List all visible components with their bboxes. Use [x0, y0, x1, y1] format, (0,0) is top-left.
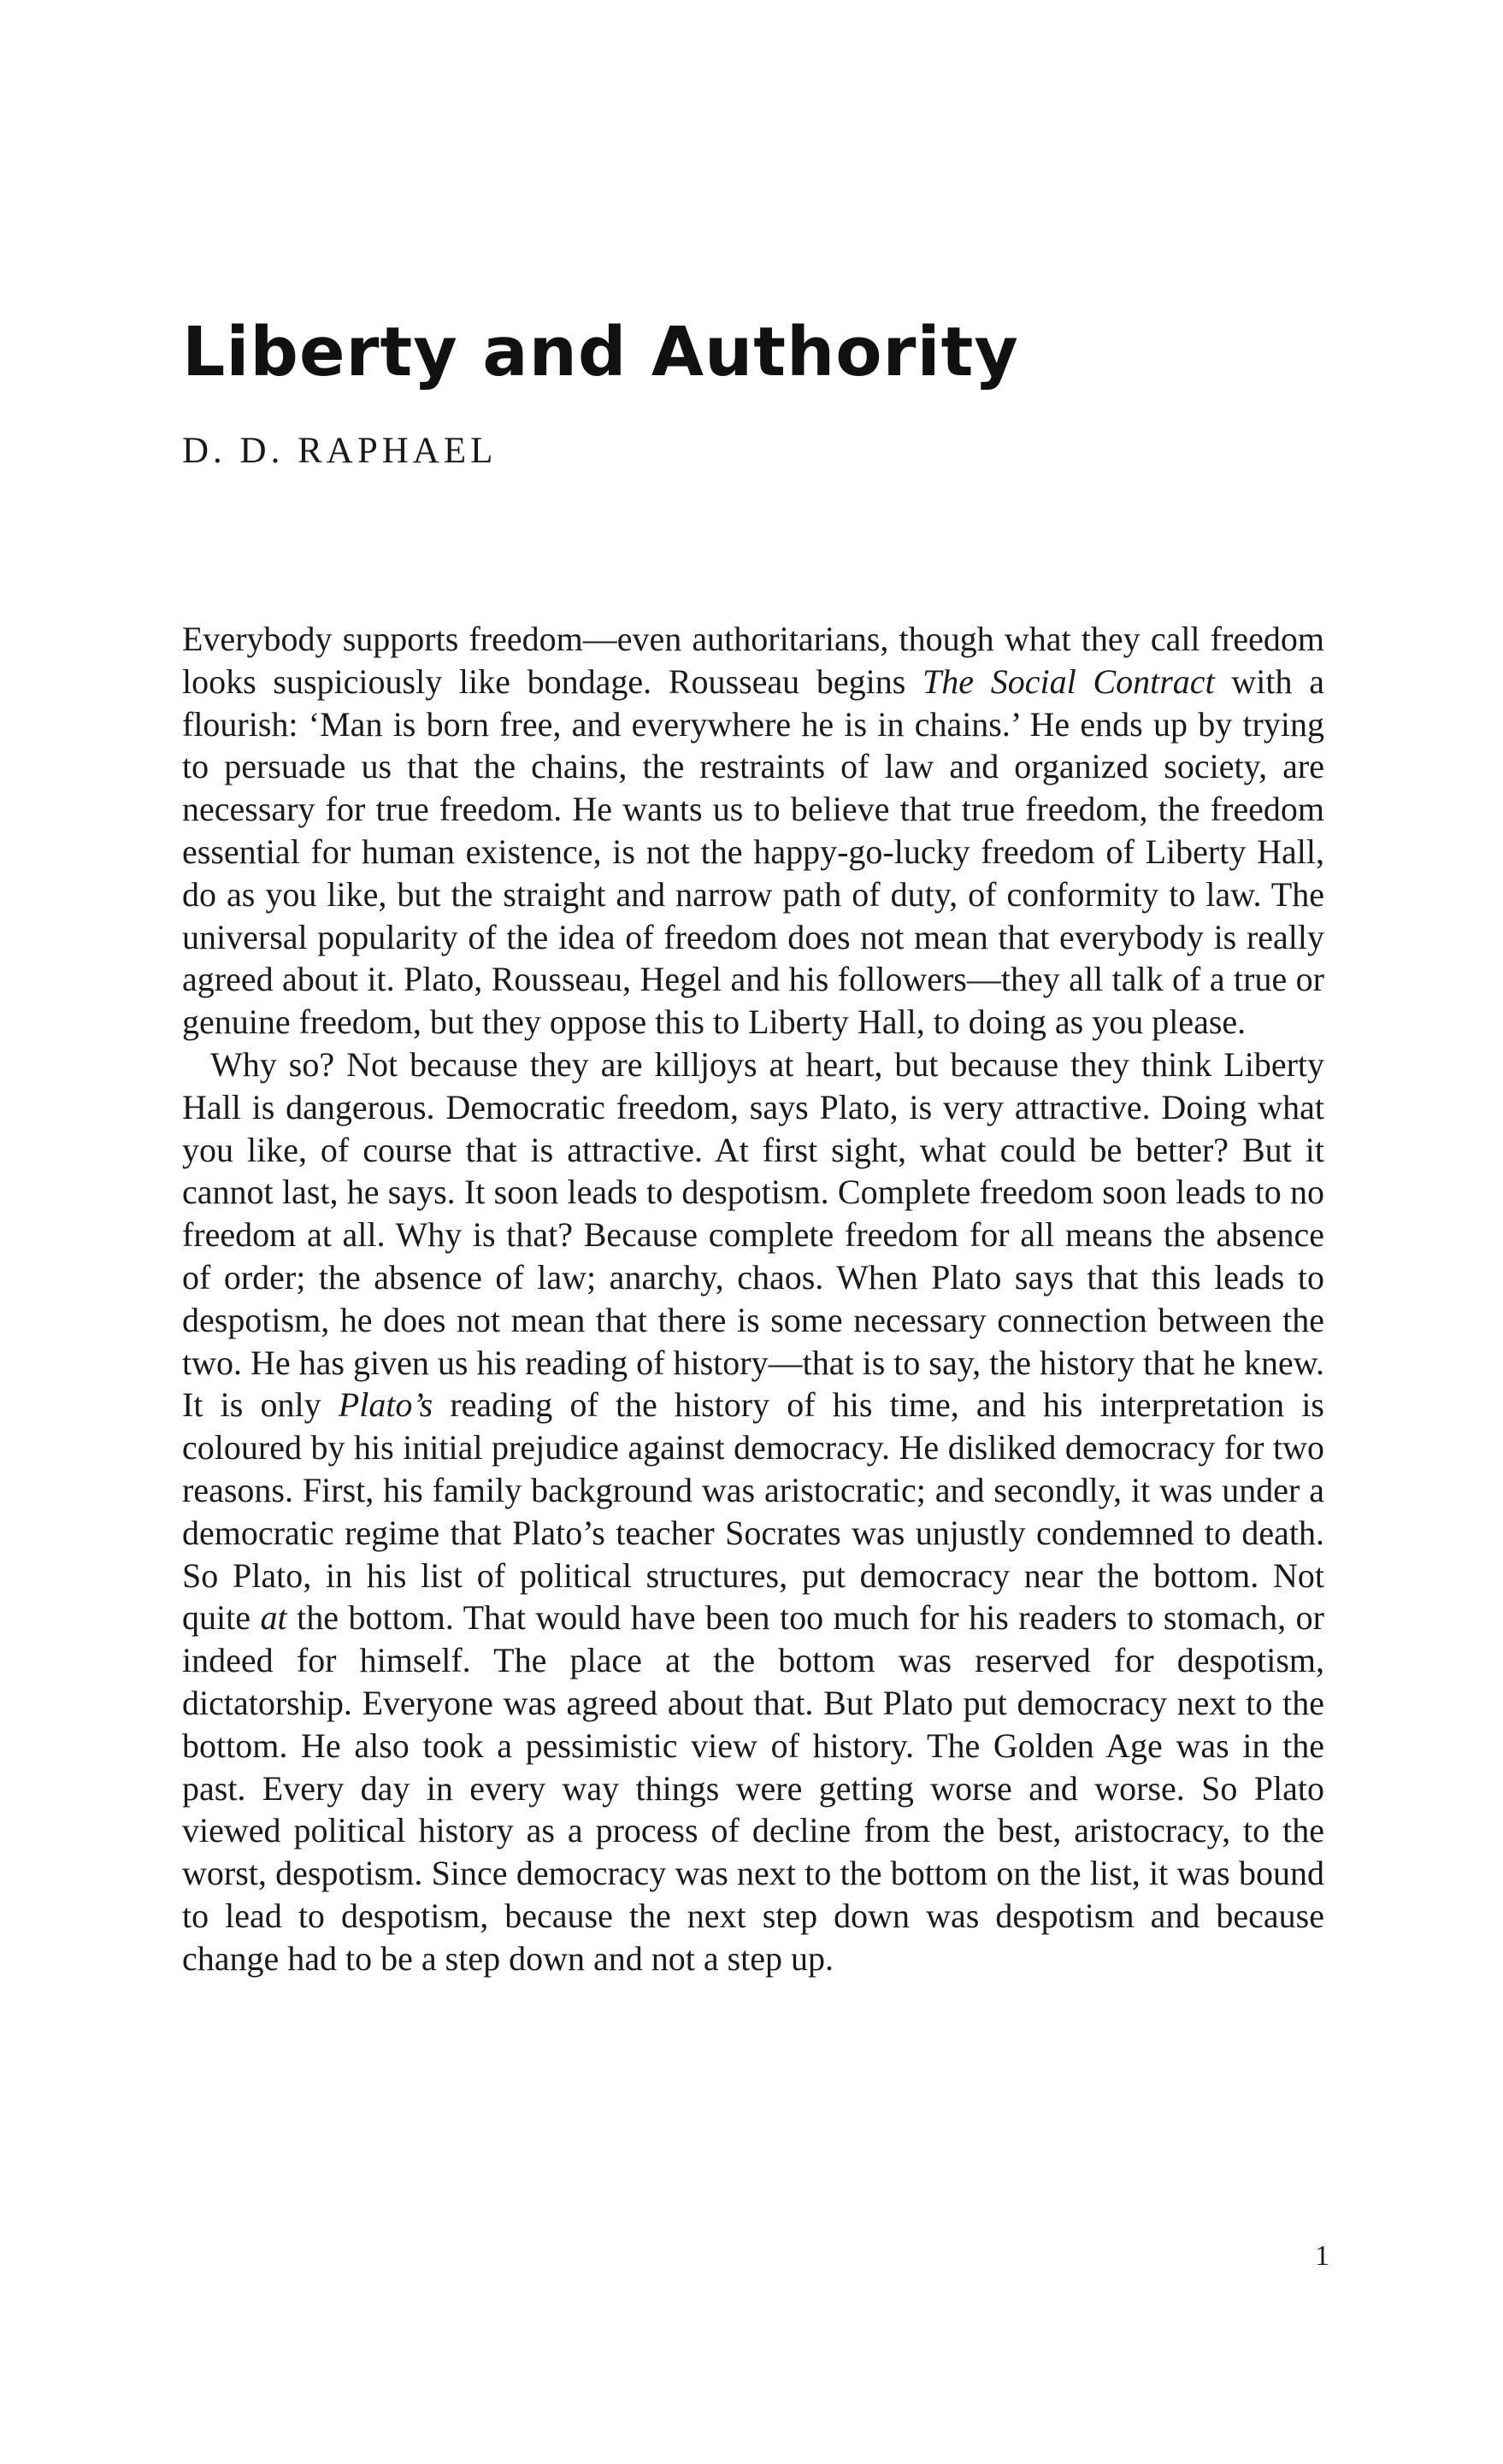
paragraph-2-run-2-italic: Plato’s: [338, 1385, 433, 1425]
paragraph-2-run-1: Why so? Not because they are killjoys at heart, but because they think Liberty Hall is dangerous. Democratic freedom, says Plato, is very attractive. Doing what you like, of course that is attractive. At first sight, what could be better? But it cannot last, he says. It soon leads to despotism. Complete freedom soon leads to no freedom at all. Why is that? Because complete freedom for all means the absence of order; the absence of law; anarchy, chaos. When Plato says that this leads to despotism, he does not mean that there is some necessary connection between the two. He has given us his reading of history—that is to say, the history that he knew. It is only: [182, 1044, 1324, 1425]
paragraph-2-run-3: reading of the history of his time, and his interpretation is coloured by his initial prejudice against democracy. He disliked democracy for two reasons. First, his family background was aristocratic; and secondly, it was under a democratic regime that Plato’s teacher Socrates was unjustly condemned to death. So Plato, in his list of political structures, put democracy near the bottom. Not quite: [182, 1385, 1325, 1638]
paragraph-1: [182, 618, 1324, 1044]
paragraph-1-run-3: with a flourish: ‘Man is born free, and everywhere he is in chains.’ He ends up by trying to persuade us that the chains, the restraints of law and organized society, are necessary for true freedom. He wants us to believe that true freedom, the freedom essential for human existence, is not the happy-go-lucky freedom of Liberty Hall, do as you like, but the straight and narrow path of duty, of conformity to law. The universal popularity of the idea of freedom does not mean that everybody is really agreed about it. Plato, Rousseau, Hegel and his followers—they all talk of a true or genuine freedom, but they oppose this to Liberty Hall, to doing as you please.: [182, 662, 1324, 1042]
paragraph-2: [182, 1044, 1324, 1980]
article-body: [182, 618, 1324, 1980]
paragraph-2-run-4-italic: at: [260, 1598, 287, 1638]
article-title: Liberty and Authority: [182, 313, 1019, 391]
paragraph-1-run-1: Everybody supports freedom—even authoritarians, though what they call freedom looks suspiciously like bondage. Rousseau begins: [182, 620, 1324, 701]
article-author: D. D. RAPHAEL: [182, 431, 498, 471]
paragraph-2-run-5: the bottom. That would have been too much for his readers to stomach, or indeed for himself. The place at the bottom was reserved for despotism, dictatorship. Everyone was agreed about that. But Plato put democracy next to the bottom. He also took a pessimistic view of history. The Golden Age was in the past. Every day in every way things were getting worse and worse. So Plato viewed political history as a process of decline from the best, aristocracy, to the worst, despotism. Since democracy was next to the bottom on the list, it was bound to lead to despotism, because the next step down was despotism and because change had to be a step down and not a step up.: [182, 1598, 1325, 1978]
page-number: 1: [1315, 2240, 1329, 2272]
paragraph-1-run-2-italic: The Social Contract: [922, 662, 1215, 701]
